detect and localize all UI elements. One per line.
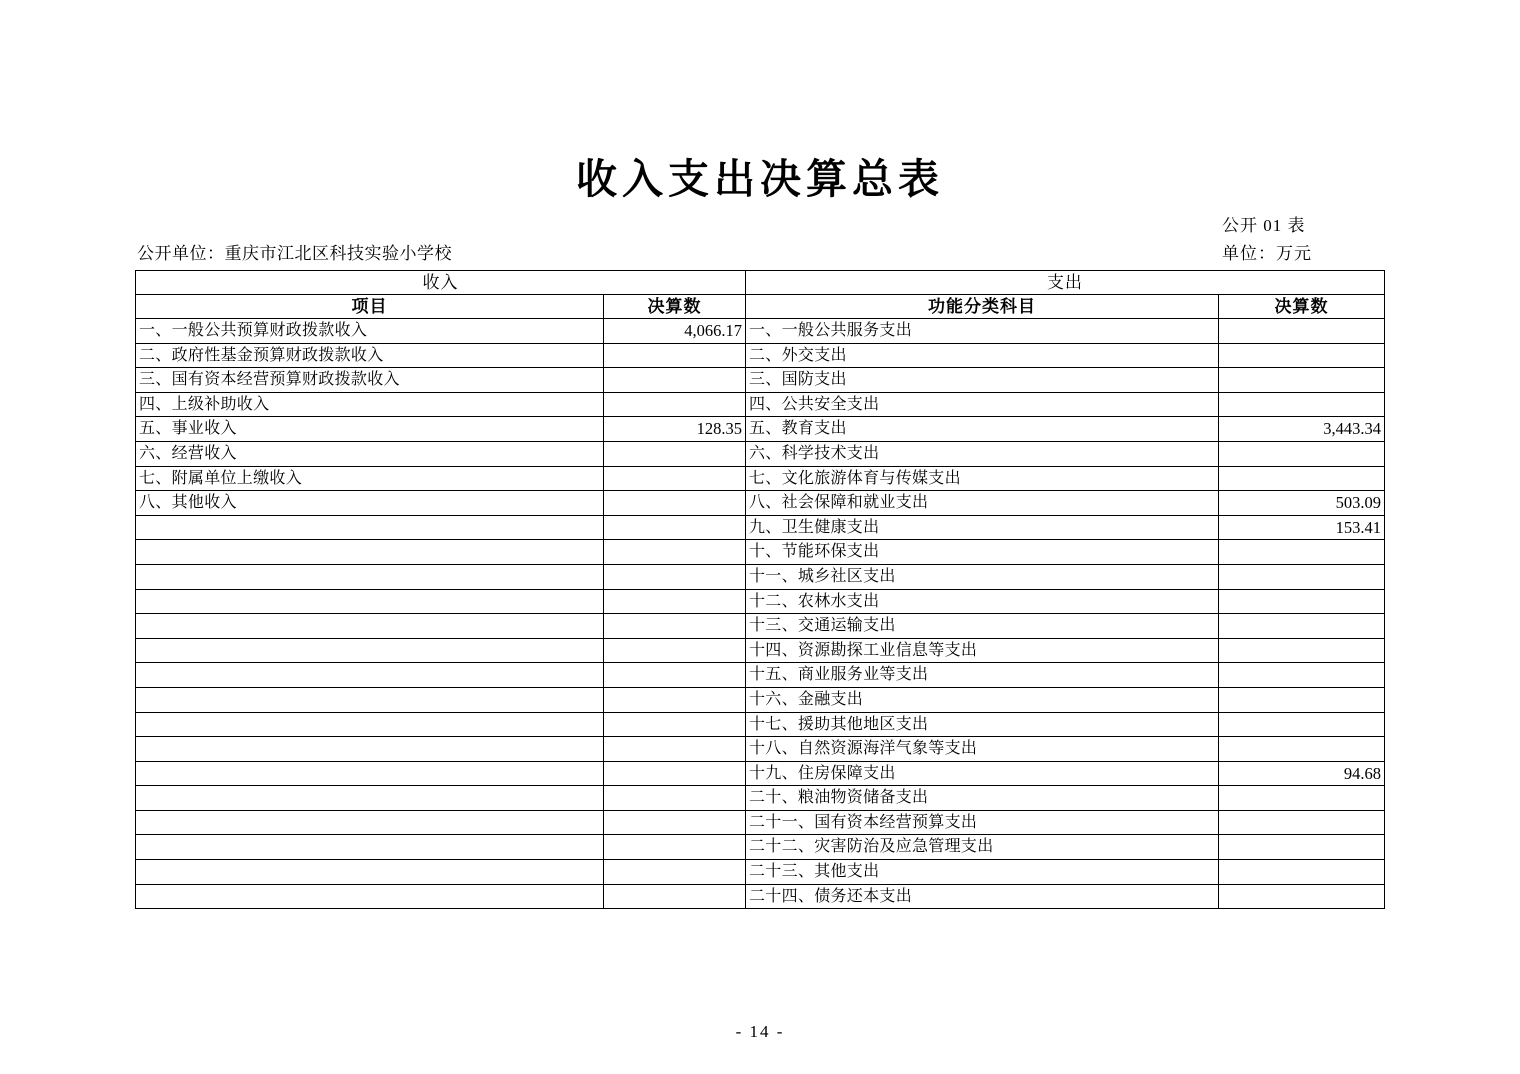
income-item-label: 八、其他收入	[136, 491, 604, 516]
income-item-amount	[604, 638, 746, 663]
table-row	[136, 786, 1385, 811]
expenditure-item-label: 三、国防支出	[746, 368, 1219, 393]
income-item-label	[136, 540, 604, 565]
income-item-amount	[604, 835, 746, 860]
table-row	[136, 491, 1385, 516]
income-item-amount	[604, 392, 746, 417]
income-item-label	[136, 884, 604, 909]
expenditure-item-amount: 94.68	[1219, 761, 1385, 786]
table-row	[136, 810, 1385, 835]
expenditure-item-amount: 153.41	[1219, 515, 1385, 540]
expenditure-item-amount	[1219, 687, 1385, 712]
expenditure-item-label: 十一、城乡社区支出	[746, 564, 1219, 589]
expenditure-item-label: 十三、交通运输支出	[746, 614, 1219, 639]
column-header-income-item: 项目	[136, 295, 604, 319]
group-header-expenditure: 支出	[746, 271, 1385, 295]
table-row	[136, 737, 1385, 762]
expenditure-item-label: 十五、商业服务业等支出	[746, 663, 1219, 688]
table-row	[136, 835, 1385, 860]
income-item-amount	[604, 786, 746, 811]
table-row	[136, 343, 1385, 368]
table-row	[136, 392, 1385, 417]
income-item-amount	[604, 810, 746, 835]
expenditure-item-label: 十八、自然资源海洋气象等支出	[746, 737, 1219, 762]
expenditure-item-label: 十二、农林水支出	[746, 589, 1219, 614]
income-item-amount	[604, 687, 746, 712]
table-group-header-row	[136, 271, 1385, 295]
table-row	[136, 884, 1385, 909]
publisher-label: 公开单位：重庆市江北区科技实验小学校	[137, 244, 452, 263]
table-body	[136, 319, 1385, 909]
table-row	[136, 638, 1385, 663]
income-item-label: 三、国有资本经营预算财政拨款收入	[136, 368, 604, 393]
expenditure-item-label: 四、公共安全支出	[746, 392, 1219, 417]
table-row	[136, 712, 1385, 737]
income-item-label	[136, 835, 604, 860]
column-header-expenditure-item: 功能分类科目	[746, 295, 1219, 319]
income-item-amount	[604, 884, 746, 909]
income-item-label: 二、政府性基金预算财政拨款收入	[136, 343, 604, 368]
column-header-income-amount: 决算数	[604, 295, 746, 319]
table-row	[136, 564, 1385, 589]
income-item-label	[136, 515, 604, 540]
expenditure-item-label: 八、社会保障和就业支出	[746, 491, 1219, 516]
income-item-amount	[604, 540, 746, 565]
expenditure-item-amount	[1219, 441, 1385, 466]
unit-note-label: 单位：万元	[1222, 244, 1312, 263]
income-item-amount	[604, 614, 746, 639]
income-item-label	[136, 810, 604, 835]
form-number-label: 公开 01 表	[1222, 216, 1306, 235]
expenditure-item-amount	[1219, 540, 1385, 565]
income-item-label	[136, 712, 604, 737]
expenditure-item-label: 十六、金融支出	[746, 687, 1219, 712]
expenditure-item-amount	[1219, 368, 1385, 393]
income-item-label: 一、一般公共预算财政拨款收入	[136, 319, 604, 344]
income-item-amount	[604, 564, 746, 589]
income-item-label: 五、事业收入	[136, 417, 604, 442]
table-row	[136, 860, 1385, 885]
income-item-amount	[604, 343, 746, 368]
table-row	[136, 540, 1385, 565]
page-number: - 14 -	[735, 1022, 785, 1041]
expenditure-item-label: 二十、粮油物资储备支出	[746, 786, 1219, 811]
table-row	[136, 663, 1385, 688]
expenditure-item-label: 二、外交支出	[746, 343, 1219, 368]
expenditure-item-amount	[1219, 737, 1385, 762]
expenditure-item-label: 十九、住房保障支出	[746, 761, 1219, 786]
expenditure-item-label: 二十三、其他支出	[746, 860, 1219, 885]
income-item-label	[136, 663, 604, 688]
table-row	[136, 515, 1385, 540]
expenditure-item-label: 二十二、灾害防治及应急管理支出	[746, 835, 1219, 860]
expenditure-item-amount	[1219, 860, 1385, 885]
expenditure-item-amount: 503.09	[1219, 491, 1385, 516]
income-item-label	[136, 614, 604, 639]
income-item-label	[136, 860, 604, 885]
expenditure-item-amount	[1219, 614, 1385, 639]
income-item-label	[136, 638, 604, 663]
expenditure-item-amount	[1219, 810, 1385, 835]
expenditure-item-amount	[1219, 884, 1385, 909]
expenditure-item-amount	[1219, 319, 1385, 344]
income-item-label	[136, 761, 604, 786]
expenditure-item-label: 十七、援助其他地区支出	[746, 712, 1219, 737]
income-item-label	[136, 687, 604, 712]
expenditure-item-label: 十四、资源勘探工业信息等支出	[746, 638, 1219, 663]
table-row	[136, 589, 1385, 614]
table-row	[136, 614, 1385, 639]
income-item-amount	[604, 368, 746, 393]
group-header-income: 收入	[136, 271, 746, 295]
expenditure-item-label: 五、教育支出	[746, 417, 1219, 442]
column-header-expenditure-amount: 决算数	[1219, 295, 1385, 319]
income-item-label	[136, 589, 604, 614]
income-item-amount: 128.35	[604, 417, 746, 442]
income-expenditure-table	[135, 270, 1385, 909]
income-item-label: 四、上级补助收入	[136, 392, 604, 417]
expenditure-item-amount	[1219, 466, 1385, 491]
expenditure-item-label: 六、科学技术支出	[746, 441, 1219, 466]
expenditure-item-label: 十、节能环保支出	[746, 540, 1219, 565]
table-row	[136, 761, 1385, 786]
table-row	[136, 368, 1385, 393]
income-item-amount	[604, 761, 746, 786]
income-item-amount	[604, 491, 746, 516]
expenditure-item-amount	[1219, 638, 1385, 663]
income-item-label	[136, 737, 604, 762]
income-item-amount	[604, 737, 746, 762]
income-item-amount	[604, 515, 746, 540]
page-title: 收入支出决算总表	[576, 156, 944, 202]
table-row	[136, 441, 1385, 466]
expenditure-item-label: 二十一、国有资本经营预算支出	[746, 810, 1219, 835]
table-column-header-row	[136, 295, 1385, 319]
income-item-amount	[604, 589, 746, 614]
expenditure-item-amount: 3,443.34	[1219, 417, 1385, 442]
table-header	[136, 271, 1385, 319]
income-item-amount	[604, 663, 746, 688]
expenditure-item-amount	[1219, 392, 1385, 417]
table-row	[136, 417, 1385, 442]
income-item-amount: 4,066.17	[604, 319, 746, 344]
expenditure-item-label: 九、卫生健康支出	[746, 515, 1219, 540]
expenditure-item-label: 七、文化旅游体育与传媒支出	[746, 466, 1219, 491]
table-row	[136, 687, 1385, 712]
expenditure-item-amount	[1219, 712, 1385, 737]
expenditure-item-amount	[1219, 564, 1385, 589]
expenditure-item-label: 二十四、债务还本支出	[746, 884, 1219, 909]
table-row	[136, 319, 1385, 344]
income-item-label	[136, 786, 604, 811]
expenditure-item-amount	[1219, 786, 1385, 811]
income-item-label: 七、附属单位上缴收入	[136, 466, 604, 491]
income-item-amount	[604, 441, 746, 466]
income-item-label	[136, 564, 604, 589]
income-item-amount	[604, 860, 746, 885]
income-item-label: 六、经营收入	[136, 441, 604, 466]
expenditure-item-amount	[1219, 343, 1385, 368]
expenditure-item-amount	[1219, 663, 1385, 688]
income-item-amount	[604, 712, 746, 737]
expenditure-item-amount	[1219, 589, 1385, 614]
expenditure-item-amount	[1219, 835, 1385, 860]
expenditure-item-label: 一、一般公共服务支出	[746, 319, 1219, 344]
income-item-amount	[604, 466, 746, 491]
table-row	[136, 466, 1385, 491]
